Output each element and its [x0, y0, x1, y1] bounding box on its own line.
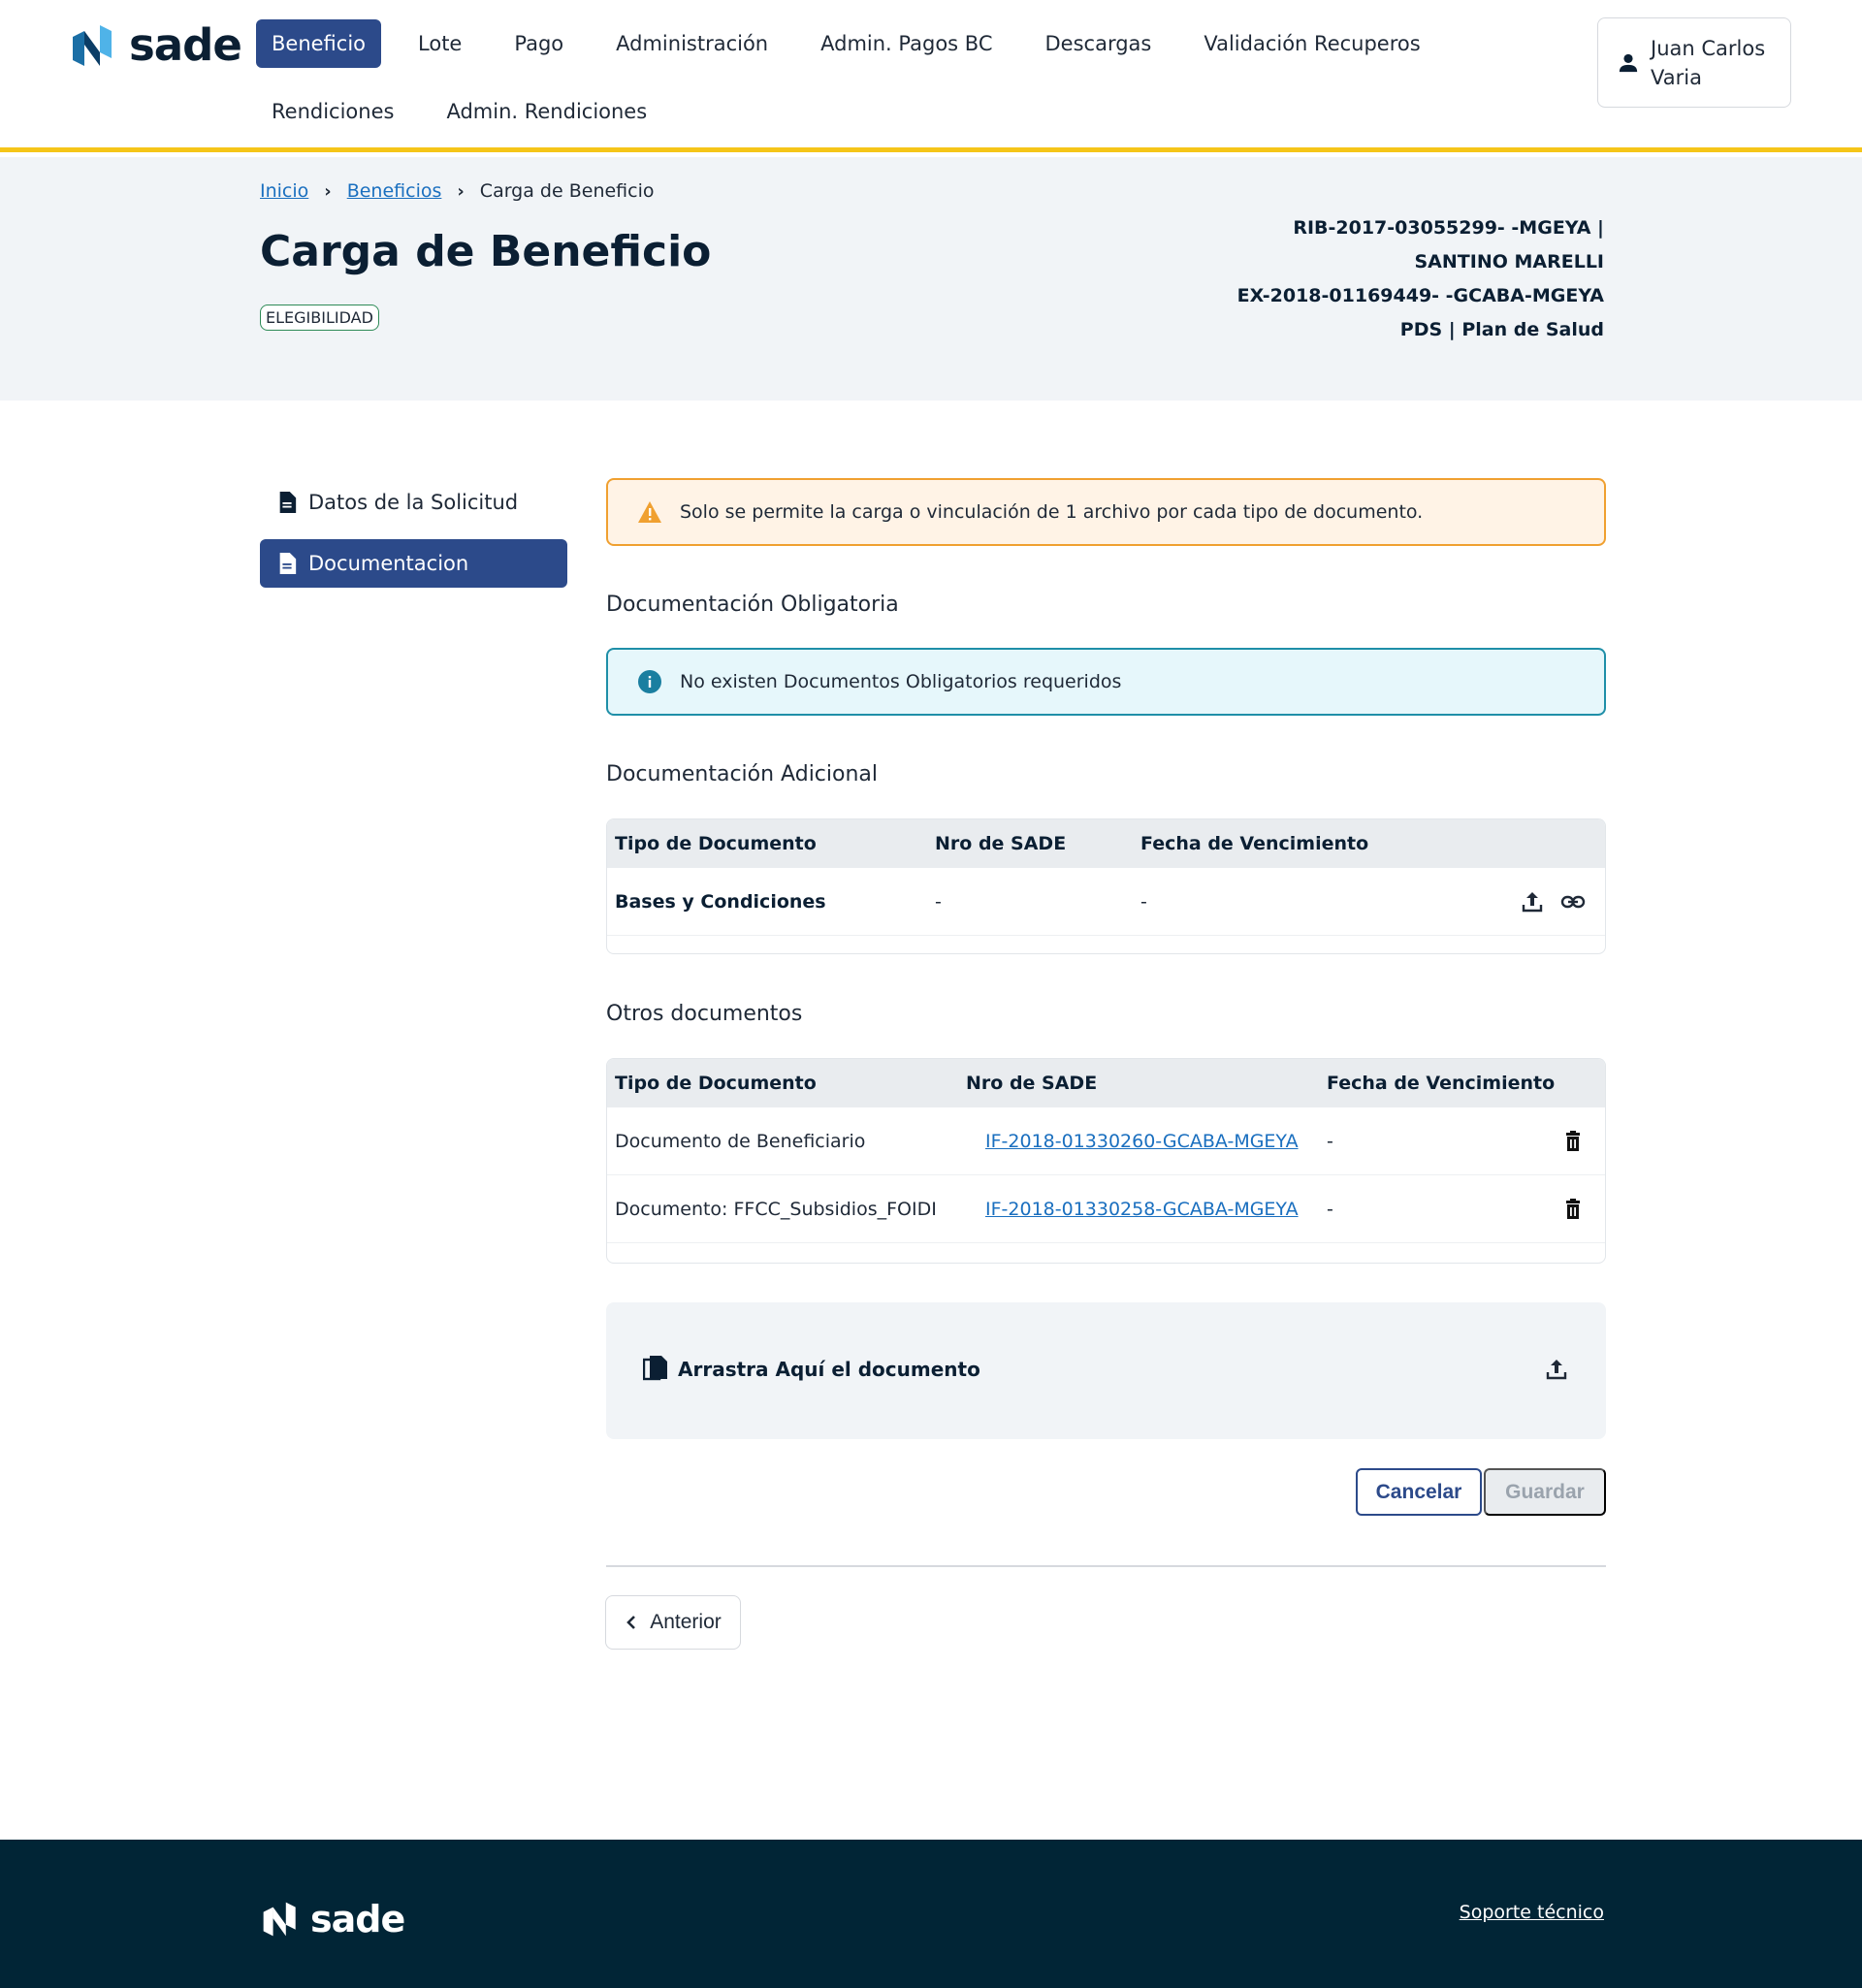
warning-text: Solo se permite la carga o vinculación de 1 archivo por cada tipo de documento.: [680, 501, 1424, 523]
info-text: No existen Documentos Obligatorios requeridos: [680, 671, 1122, 692]
nav-rendiciones[interactable]: Rendiciones: [272, 100, 395, 123]
brand-name: sade: [129, 19, 241, 71]
doc-type: Bases y Condiciones: [615, 890, 826, 913]
trash-icon[interactable]: [1560, 1129, 1586, 1154]
section-title-otros: Otros documentos: [606, 1002, 803, 1026]
link-icon[interactable]: [1560, 889, 1586, 914]
document-icon: [277, 492, 297, 513]
dropzone-label: [643, 1356, 980, 1383]
status-badge: ELEGIBILIDAD: [260, 305, 379, 331]
info-icon: [637, 669, 662, 694]
column-header: Nro de SADE: [935, 833, 1067, 854]
file-dropzone[interactable]: [606, 1302, 1606, 1439]
nav-admin-rendiciones[interactable]: Admin. Rendiciones: [446, 100, 648, 123]
save-button[interactable]: Guardar: [1484, 1468, 1606, 1516]
row-actions: [1560, 1129, 1586, 1154]
copy-document-icon: [643, 1356, 668, 1383]
meta-line-plan: PDS | Plan de Salud: [1399, 319, 1604, 340]
doc-number: -: [935, 890, 942, 913]
nav-descargas[interactable]: Descargas: [1044, 32, 1152, 55]
request-meta: [1197, 211, 1604, 347]
dropzone-text: Arrastra Aquí el documento: [678, 1358, 980, 1381]
breadcrumb-home-link[interactable]: Inicio: [260, 180, 309, 202]
table-row: [607, 1175, 1605, 1243]
section-title-adicional: Documentación Adicional: [606, 762, 879, 786]
chevron-right-icon: ›: [324, 180, 332, 202]
meta-line-rib: RIB-2017-03055299- -MGEYA | SANTINO MARELLI: [1293, 217, 1604, 273]
breadcrumb: [260, 180, 655, 202]
upload-icon[interactable]: [1544, 1357, 1569, 1382]
warning-alert: [606, 478, 1606, 546]
sidebar-item-label: Documentacion: [308, 552, 469, 575]
footer-brand: sade: [310, 1898, 405, 1940]
page-hero: [0, 157, 1862, 401]
footer: [0, 1840, 1862, 1988]
warning-icon: [637, 499, 662, 525]
divider: [606, 1565, 1606, 1567]
upload-icon[interactable]: [1520, 889, 1545, 914]
chevron-left-icon: [625, 1616, 638, 1629]
column-header: Fecha de Vencimiento: [1327, 1073, 1556, 1094]
sade-doc-link[interactable]: IF-2018-01330260-GCABA-MGEYA: [985, 1130, 1299, 1152]
main-nav: [256, 19, 1556, 136]
additional-docs-table: [606, 818, 1606, 954]
trash-icon[interactable]: [1560, 1197, 1586, 1222]
nav-pago[interactable]: Pago: [514, 32, 564, 55]
row-actions: [1520, 889, 1586, 914]
doc-type: Documento: FFCC_Subsidios_FOIDI: [615, 1198, 937, 1220]
doc-expiry: -: [1327, 1130, 1333, 1152]
other-docs-table: [606, 1058, 1606, 1264]
table-row: [607, 868, 1605, 936]
section-title-obligatoria: Documentación Obligatoria: [606, 593, 899, 617]
nav-admin-pagos-bc[interactable]: Admin. Pagos BC: [820, 32, 993, 55]
chevron-right-icon: ›: [457, 180, 465, 202]
document-icon: [277, 553, 297, 574]
user-name: Juan Carlos Varia: [1651, 36, 1766, 89]
user-icon: [1618, 52, 1639, 74]
doc-type: Documento de Beneficiario: [615, 1130, 866, 1152]
row-actions: [1560, 1197, 1586, 1222]
column-header: Nro de SADE: [966, 1073, 1098, 1094]
doc-expiry: -: [1327, 1198, 1333, 1220]
table-row: [607, 1107, 1605, 1175]
user-menu-button[interactable]: [1597, 17, 1791, 108]
sade-logo-icon: [262, 1901, 299, 1938]
sidebar-item-label: Datos de la Solicitud: [308, 491, 519, 514]
support-link[interactable]: Soporte técnico: [1459, 1902, 1604, 1923]
top-header: [0, 0, 1862, 152]
cancel-button[interactable]: Cancelar: [1356, 1468, 1482, 1516]
sade-logo-icon: [71, 23, 115, 68]
sidebar-item-datos-solicitud[interactable]: [260, 478, 567, 527]
previous-label: Anterior: [650, 1611, 722, 1633]
table-header: [607, 1059, 1605, 1107]
column-header: Tipo de Documento: [615, 1073, 817, 1094]
sidebar-item-documentacion[interactable]: [260, 539, 567, 588]
nav-administracion[interactable]: Administración: [616, 32, 769, 55]
breadcrumb-current: Carga de Beneficio: [479, 180, 655, 202]
nav-validacion-recuperos[interactable]: Validación Recuperos: [1204, 32, 1421, 55]
meta-line-ex: EX-2018-01169449- -GCABA-MGEYA: [1236, 285, 1604, 306]
column-header: Fecha de Vencimiento: [1140, 833, 1369, 854]
footer-logo[interactable]: [262, 1898, 404, 1940]
page-title: Carga de Beneficio: [260, 227, 712, 276]
sade-doc-link[interactable]: IF-2018-01330258-GCABA-MGEYA: [985, 1198, 1299, 1220]
doc-expiry: -: [1140, 890, 1147, 913]
brand-logo[interactable]: [71, 19, 241, 71]
nav-beneficio[interactable]: Beneficio: [256, 19, 381, 68]
table-header: [607, 819, 1605, 868]
info-alert: [606, 648, 1606, 716]
nav-lote[interactable]: Lote: [418, 32, 463, 55]
previous-button[interactable]: [605, 1595, 741, 1650]
breadcrumb-beneficios-link[interactable]: Beneficios: [346, 180, 442, 202]
column-header: Tipo de Documento: [615, 833, 817, 854]
